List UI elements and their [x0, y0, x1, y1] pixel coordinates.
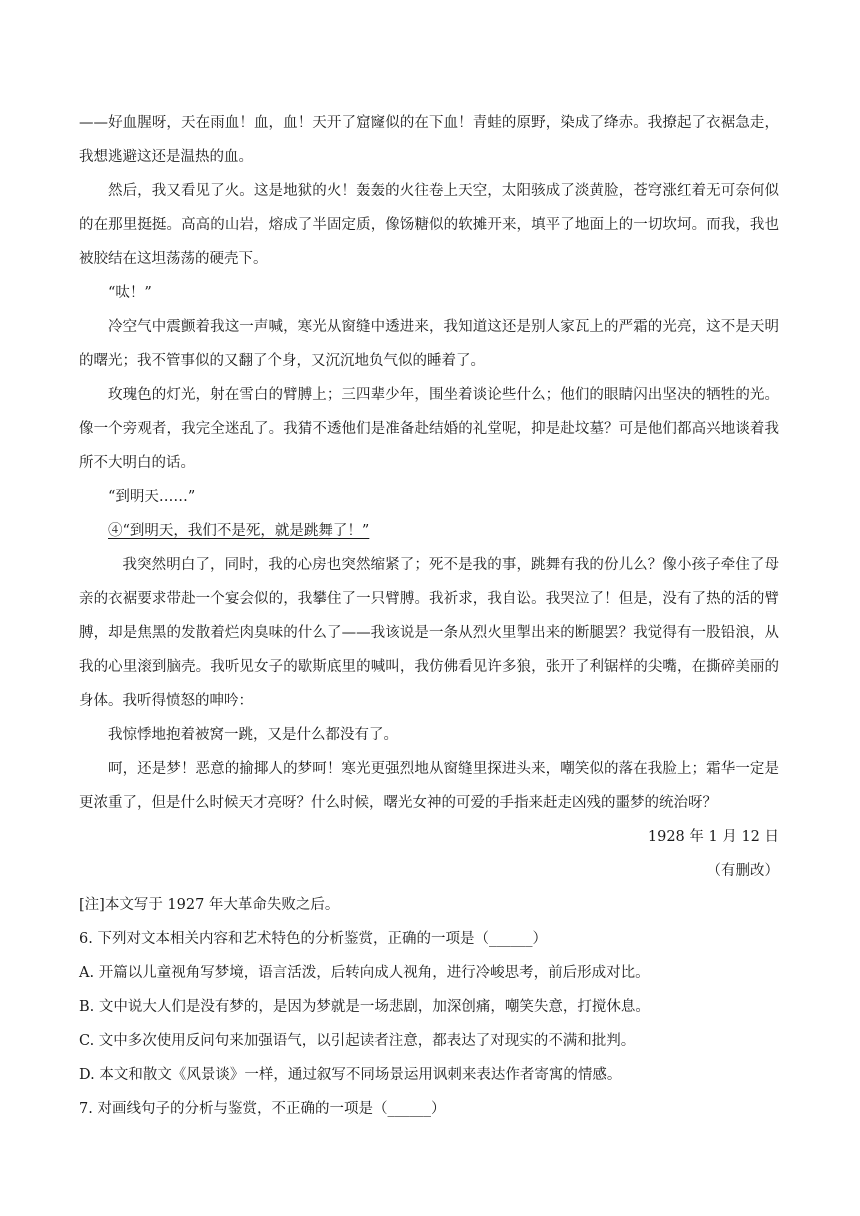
paragraph-cold-air: 冷空气中震颤着我这一声喊，寒光从窗缝中透进来，我知道这还是别人家瓦上的严霜的光亮，这不是天明的曙光；我不管事似的又翻了个身，又沉沉地负气似的睡着了。	[79, 319, 779, 369]
document-page	[79, 106, 779, 1126]
paragraph-shout: “呔！”	[108, 285, 152, 301]
underlined-sentence-text: “到明天，我们不是死，就是跳舞了！”	[122, 523, 370, 539]
underlined-sentence-4	[79, 514, 779, 548]
paragraph-tomorrow: “到明天……”	[108, 489, 196, 505]
question-6-option-b: B. 文中说大人们是没有梦的，是因为梦就是一场悲剧，加深创痛，嘲笑失意，打搅休息。	[79, 999, 650, 1015]
paragraph-fire: 然后，我又看见了火。这是地狱的火！轰轰的火往卷上天空，太阳骇成了淡黄脸，苍穹涨红着无可奈何似的在那里挺挺。高高的山岩，熔成了半固定质，像饧糖似的软摊开来，填平了地面上的一切坎坷。而我，我也被胶结在这坦荡荡的硬壳下。	[79, 183, 779, 267]
paragraph-rose-light: 玫瑰色的灯光，射在雪白的臂膊上；三四辈少年，围坐着谈论些什么；他们的眼睛闪出坚决的牺牲的光。像一个旁观者，我完全迷乱了。我猜不透他们是准备赴结婚的礼堂呢，抑是赴坟墓？可是他们都高兴地谈着我所不大明白的话。	[79, 387, 779, 471]
date-line: 1928 年 1 月 12 日	[647, 829, 779, 845]
paragraph-realization: 我突然明白了，同时，我的心房也突然缩紧了；死不是我的事，跳舞有我的份儿么？像小孩子牵住了母亲的衣裾要求带赴一个宴会似的，我攀住了一只臂膊。我祈求，我自讼。我哭泣了！但是，没有了热的活的臂膊，却是焦黑的发散着烂肉臭味的什么了——我该说是一条从烈火里掣出来的断腿罢？我觉得有一股铅浪，从我的心里滚到脑壳。我听见女子的歇斯底里的喊叫，我仿佛看见许多狼，张开了利锯样的尖嘴，在撕碎美丽的身体。我听得愤怒的呻吟：	[79, 557, 779, 709]
question-6-option-c: C. 文中多次使用反问句来加强语气，以引起读者注意，都表达了对现实的不满和批判。	[79, 1033, 636, 1049]
paragraph-still-dream: 呵，还是梦！恶意的揄揶人的梦呵！寒光更强烈地从窗缝里探进头来，嘲笑似的落在我脸上；霜华一定是更浓重了，但是什么时候天才亮呀？什么时候，曙光女神的可爱的手指来赶走凶残的噩梦的统治呀？	[79, 761, 779, 811]
question-6-stem: 6. 下列对文本相关内容和艺术特色的分析鉴赏，正确的一项是（______）	[79, 931, 547, 947]
revision-note: （有删改）	[706, 863, 779, 879]
question-6-option-a: A. 开篇以儿童视角写梦境，语言活泼，后转向成人视角，进行冷峻思考，前后形成对比。	[79, 965, 650, 981]
question-7-stem: 7. 对画线句子的分析与鉴赏，不正确的一项是（______）	[79, 1101, 446, 1117]
paragraph-blood-rain: ——好血腥呀，天在雨血！血，血！天开了窟窿似的在下血！青蛙的原野，染成了绛赤。我撩起了衣裾急走，我想逃避这还是温热的血。	[79, 115, 779, 165]
sentence-marker: ④	[108, 523, 123, 539]
paragraph-startled: 我惊悸地抱着被窝一跳，又是什么都没有了。	[108, 727, 398, 743]
question-6-option-d: D. 本文和散文《风景谈》一样，通过叙写不同场景运用讽刺来表达作者寄寓的情感。	[79, 1067, 622, 1083]
footnote: [注]本文写于 1927 年大革命失败之后。	[79, 897, 340, 913]
